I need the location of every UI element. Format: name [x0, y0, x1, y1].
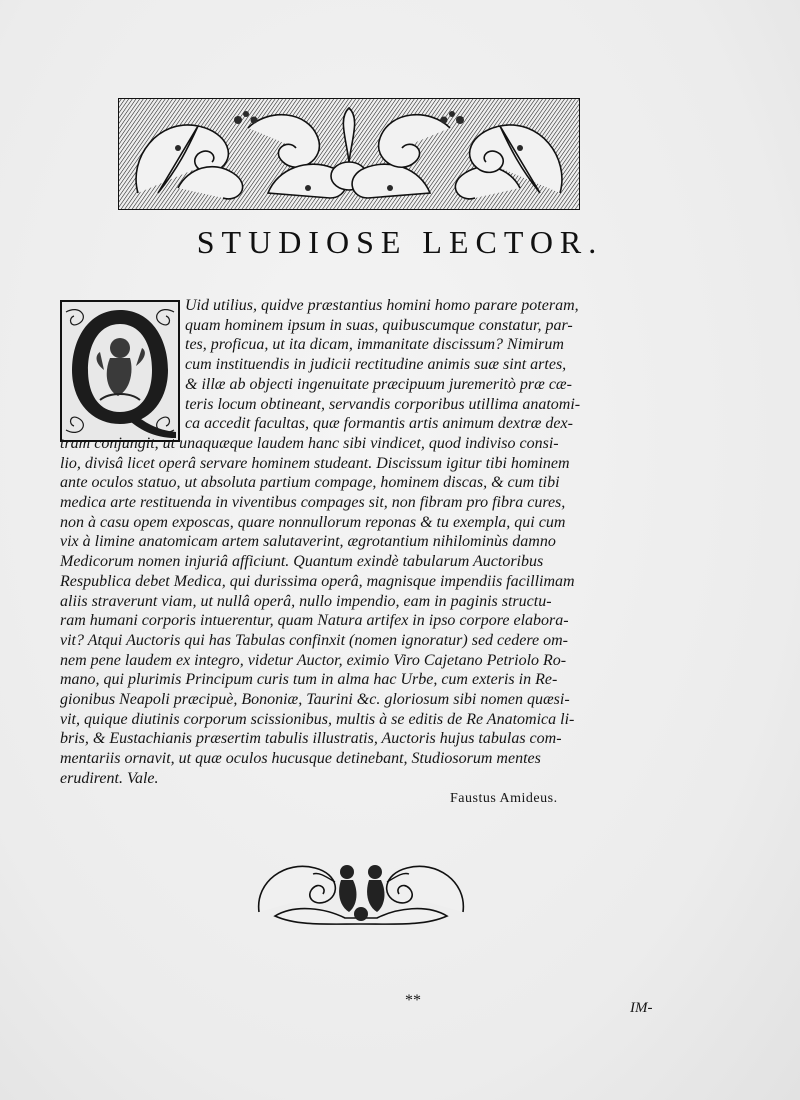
- signature: Faustus Amideus.: [450, 791, 558, 806]
- text-line: tes, proficua, ut ita dicam, immanitate discissum? Nimirum: [185, 336, 564, 354]
- preface-paragraph: [60, 296, 660, 789]
- text-line: gionibus Neapoli præcipuè, Bononiæ, Taurini &c. gloriosum sibi nomen quæsi-: [60, 691, 570, 709]
- text-line: bris, & Eustachianis præsertim tabulis illustratis, Auctoris hujus tabulas com-: [60, 730, 562, 748]
- text-line: teris locum obtineant, servandis corporibus utillima anatomi-: [185, 395, 581, 413]
- text-line: cum instituendis in judicii rectitudine animis suæ sint artes,: [185, 356, 567, 374]
- text-line: medica arte restituenda in viventibus compages sit, non fibram pro fibra cures,: [60, 494, 566, 512]
- page-title: STUDIOSE LECTOR.: [196, 224, 604, 260]
- text-line: tram conjungit, ut unaquæque laudem hanc sibi vindicet, quod indiviso consi-: [60, 434, 559, 452]
- text-line: vix à limine anatomicam artem salutaverint, ægrotantium nihilominùs damno: [60, 533, 556, 551]
- text-line: vit? Atqui Auctoris qui has Tabulas confinxit (nomen ignoratur) sed cedere om-: [60, 631, 568, 649]
- text-line: mano, qui plurimis Principum curis tum in alma hac Urbe, cum exteris in Re-: [60, 671, 558, 689]
- text-line: aliis straverunt viam, ut nullâ operâ, nullo impendio, eam in paginis structu-: [60, 592, 552, 610]
- text-line: Uid utilius, quidve præstantius homini homo parare poteram,: [185, 297, 579, 314]
- text-line: & illæ ab objecti ingenuitate præcipuum juremeritò præ cæ-: [185, 375, 572, 393]
- catchword: IM-: [630, 1000, 653, 1016]
- text-line: quam hominem ipsum in suas, quibuscumque constatur, par-: [185, 316, 573, 334]
- text-line: ca accedit facultas, quæ formantis artis animum dextræ dex-: [185, 415, 573, 433]
- signature-mark: **: [405, 992, 421, 1009]
- text-line: Respublica debet Medica, qui durissima operâ, magnisque impendiis facillimam: [60, 572, 575, 590]
- headpiece-ornament: [118, 98, 580, 210]
- text-line: lio, divisâ licet operâ servare hominem studeant. Discissum igitur tibi hominem: [60, 454, 570, 472]
- text-line: mentariis ornavit, ut quæ oculos hucusque detinebant, Studiosorum mentes: [60, 750, 541, 768]
- text-line: Medicorum nomen injuriâ afficiunt. Quantum exindè tabularum Auctoribus: [60, 553, 544, 571]
- text-line: erudirent. Vale.: [60, 769, 159, 787]
- text-line: vit, quique diutinis corporum scissionibus, multis à se editis de Re Anatomica li-: [60, 710, 575, 728]
- text-line: nem pene laudem ex integro, videtur Auctor, eximio Viro Cajetano Petriolo Ro-: [60, 651, 567, 669]
- text-line: ante oculos statuo, ut absoluta partium compage, hominem discas, & cum tibi: [60, 474, 560, 492]
- text-line: ram humani corporis intuerentur, quam Natura artifex in ipso corpore elabora-: [60, 612, 569, 630]
- text-line: non à casu opem exposcas, quare nonnullorum reponas & tu exempla, qui cum: [60, 513, 566, 531]
- tailpiece-ornament: [255, 852, 467, 928]
